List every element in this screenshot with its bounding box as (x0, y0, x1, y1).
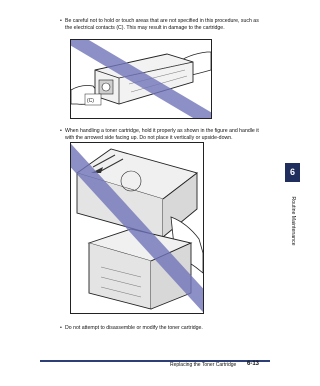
caution-bullet-disassemble (60, 325, 265, 332)
chapter-label-text: Routine Maintenance (290, 196, 296, 246)
chapter-side-label (288, 186, 298, 256)
page-number: 6-13 (247, 361, 260, 367)
bullet-text: Be careful not to hold or touch areas that are not specified in this procedure, such as the electrical contacts (C). This may result in damage to the cartridge. (65, 18, 259, 31)
bullet-symbol: • (60, 325, 62, 331)
bullet-symbol: • (60, 128, 62, 134)
footer-section-title: Replacing the Toner Cartridge (170, 362, 237, 368)
bullet-text: When handling a toner cartridge, hold it properly as shown in the figure and handle it with the arrowed side facing up. Do not place it vertically or upside-down. (65, 128, 259, 141)
callout-label: (C) (87, 98, 94, 104)
figure-do-not-place-vertically (70, 142, 204, 314)
chapter-number-tab: 6 (285, 163, 300, 182)
cartridge-illustration (71, 40, 211, 118)
caution-bullet-handling (60, 128, 265, 142)
figure-do-not-touch-contacts (70, 39, 212, 119)
bullet-text: Do not attempt to disassemble or modify the toner cartridge. (65, 325, 203, 331)
bullet-symbol: • (60, 18, 62, 24)
caution-bullet-contacts (60, 18, 265, 32)
cartridge-orientation-illustration (71, 143, 203, 313)
